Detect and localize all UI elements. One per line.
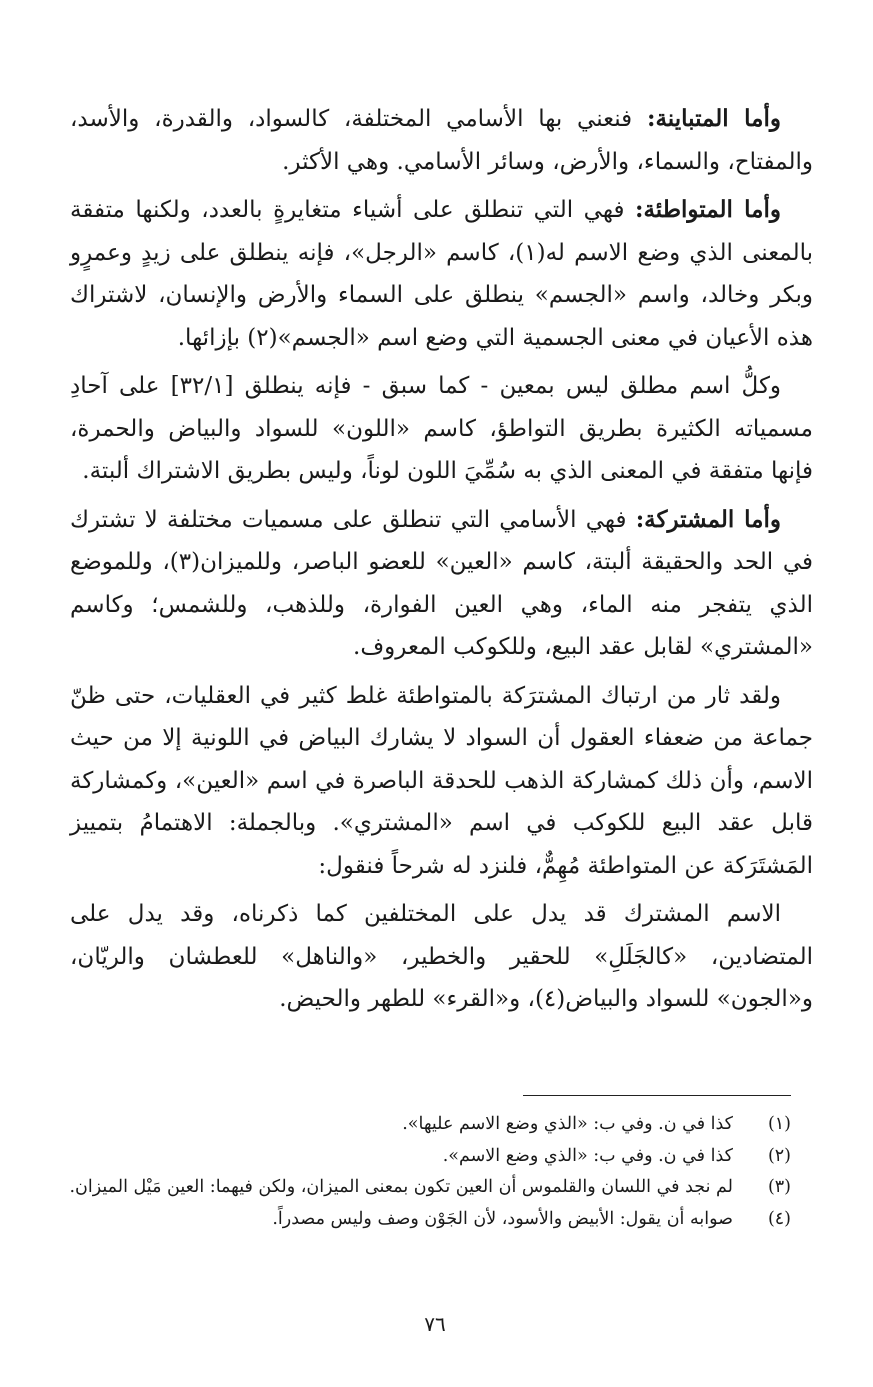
- footnotes: [60, 1110, 791, 1236]
- paragraph-text: وكلُّ اسم مطلق ليس بمعين - كما سبق - فإنه ينطلق [٣٢/١] على آحادِ مسمياته الكثيرة بطريق التواطؤ، كاسم «اللون» للسواد والبياض والحمرة، فإنها متفقة في المعنى الذي به سُمِّيَ اللون لوناً، وليس بطريق الاشتراك ألبتة.: [70, 373, 813, 484]
- footnote-text: كذا في ن. وفي ب: «الذي وضع الاسم عليها».: [402, 1114, 733, 1134]
- paragraph-mutlaq: [70, 365, 813, 493]
- footnote-text: صوابه أن يقول: الأبيض والأسود، لأن الجَوْن وصف وليس مصدراً.: [272, 1208, 733, 1229]
- footnote-number: (١): [767, 1114, 791, 1134]
- paragraph-text: فنعني بها الأسامي المختلفة، كالسواد، والقدرة، والأسد، والمفتاح، والسماء، والأرض، وسائر الأسامي. وهي الأكثر.: [70, 106, 813, 175]
- paragraph-mutawatia: [70, 189, 813, 359]
- main-text: [70, 98, 813, 1027]
- paragraph-mushtaraka: [70, 499, 813, 669]
- paragraph-confusion: [70, 675, 813, 888]
- footnote: [60, 1142, 791, 1172]
- footnote-text: كذا في ن. وفي ب: «الذي وضع الاسم».: [442, 1145, 733, 1166]
- footnote: [60, 1205, 791, 1235]
- page-number: ٧٦: [424, 1312, 446, 1336]
- paragraph-opposites: [70, 893, 813, 1021]
- footnote-number: (٣): [767, 1177, 791, 1197]
- footnote-number: (٤): [767, 1208, 791, 1229]
- paragraph-text: الاسم المشترك قد يدل على المختلفين كما ذكرناه، وقد يدل على المتضادين، «كالجَلَلِ» للحقير والخطير، «والناهل» للعطشان والريّان، و«الجون» للسواد والبياض(٤)، و«القرء» للطهر والحيض.: [70, 901, 813, 1012]
- paragraph-text: فهي الأسامي التي تنطلق على مسميات مختلفة لا تشترك في الحد والحقيقة ألبتة، كاسم «العين» للعضو الباصر، وللميزان(٣)، وللموضع الذي يتفجر منه الماء، وهي العين الفوارة، وللذهب، وللشمس؛ وكاسم «المشتري» لقابل عقد البيع، وللكوكب المعروف.: [70, 506, 814, 660]
- term-label: وأما المتواطئة:: [634, 196, 781, 223]
- paragraph-text: فهي التي تنطلق على أشياء متغايرةٍ بالعدد، ولكنها متفقة بالمعنى الذي وضع الاسم له(١)، كاسم «الرجل»، فإنه ينطلق على زيدٍ وعمرٍو وبكر وخالد، واسم «الجسم» ينطلق على السماء والأرض والإنسان، لاشتراك هذه الأعيان في معنى الجسمية التي وضع اسم «الجسم»(٢) بإزائها.: [70, 197, 814, 351]
- footnote-number: (٢): [767, 1145, 791, 1166]
- footnote-separator: [523, 1095, 791, 1096]
- footnote: [60, 1173, 791, 1203]
- footnote-text: لم نجد في اللسان والقلموس أن العين تكون بمعنى الميزان، ولكن فيهما: العين مَيْل الميزان.: [69, 1177, 733, 1197]
- paragraph-text: ولقد ثار من ارتباك المشترَكة بالمتواطئة غلط كثير في العقليات، حتى ظنّ جماعة من ضعفاء العقول أن السواد لا يشارك البياض في اللونية إلا من حيث الاسم، وأن ذلك كمشاركة الذهب للحدقة الباصرة في اسم «العين»، وكمشاركة قابل عقد البيع للكوكب في اسم «المشتري». وبالجملة: الاهتمامُ بتمييز المَشتَرَكة عن المتواطئة مُهِمٌّ، فلنزد له شرحاً فنقول:: [70, 682, 813, 879]
- term-label: وأما المشتركة:: [635, 505, 781, 533]
- footnote: [60, 1110, 791, 1140]
- term-label: وأما المتباينة:: [646, 105, 781, 132]
- paragraph-mutabayina: [70, 98, 813, 183]
